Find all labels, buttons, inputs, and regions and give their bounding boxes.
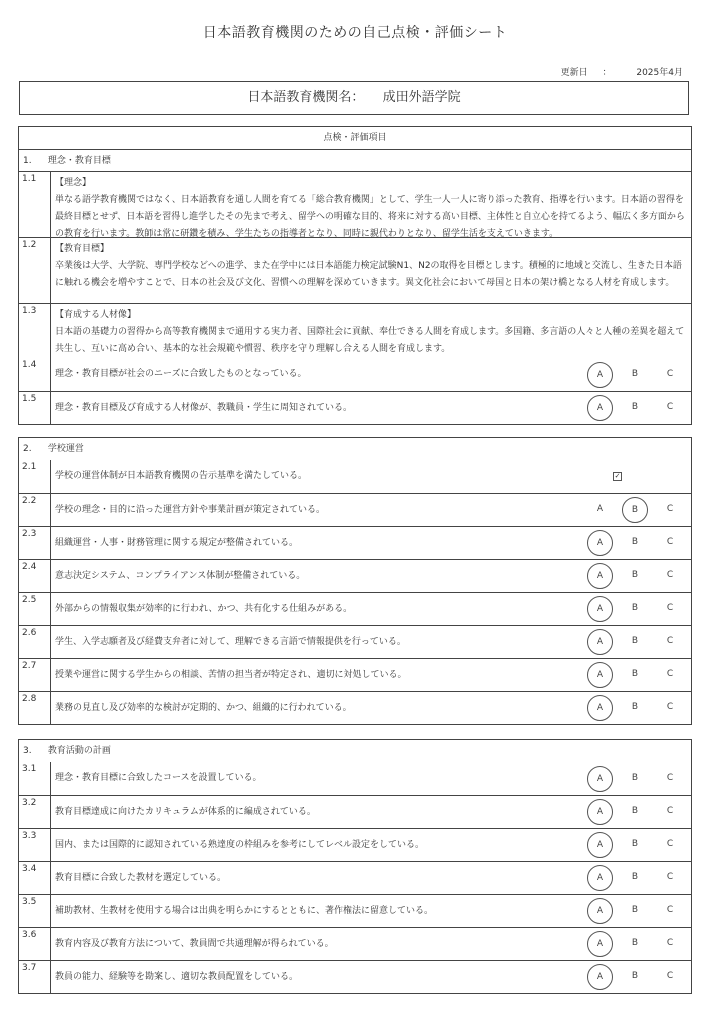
rating-group <box>587 865 683 891</box>
rating-group <box>587 898 683 924</box>
item-number: 2.2 <box>19 494 51 526</box>
item-number: 1.1 <box>19 172 51 237</box>
section-3 <box>18 739 692 994</box>
rating-option-b[interactable]: B <box>631 669 639 679</box>
evaluation-item-row <box>19 625 691 658</box>
item-number: 1.3 <box>19 304 51 358</box>
evaluation-item-row <box>19 526 691 559</box>
institution-name: 成田外語学院 <box>382 90 461 105</box>
evaluation-item-row <box>19 861 691 894</box>
item-number: 2.8 <box>19 692 51 724</box>
rating-group <box>587 695 683 721</box>
rating-option-c[interactable]: C <box>666 537 674 547</box>
evaluation-item-row <box>19 762 691 795</box>
evaluation-item-row <box>19 559 691 592</box>
rating-group <box>587 832 683 858</box>
evaluation-item-row <box>19 592 691 625</box>
text-item-row <box>19 171 691 237</box>
text-item-row <box>19 237 691 303</box>
rating-option-b[interactable]: B <box>631 603 639 613</box>
rating-option-a-selected[interactable]: A <box>587 629 613 655</box>
item-number: 3.7 <box>19 961 51 993</box>
item-heading: 【教育目標】 <box>55 244 110 254</box>
evaluation-item-row <box>19 960 691 993</box>
item-text: 学生、入学志願者及び経費支弁者に対して、理解できる言語で情報提供を行っている。 <box>55 636 406 647</box>
rating-option-c[interactable]: C <box>666 636 674 646</box>
item-heading: 【理念】 <box>55 178 92 188</box>
item-text: 理念・教育目標が社会のニーズに合致したものとなっている。 <box>55 369 307 379</box>
rating-option-c[interactable]: C <box>666 938 674 948</box>
item-number: 1.4 <box>19 358 51 391</box>
evaluation-item-row <box>19 691 691 724</box>
item-text: 理念・教育目標及び育成する人材像が、教職員・学生に周知されている。 <box>55 402 353 413</box>
rating-option-a-selected[interactable]: A <box>587 662 613 688</box>
rating-option-a-selected[interactable]: A <box>587 964 613 990</box>
rating-option-c[interactable]: C <box>666 570 674 580</box>
item-body: 卒業後は大学、大学院、専門学校などへの進学、また在学中には日本語能力検定試験N1、N2の取得を目標とします。積極的に地域と交流し、生きた日本語に触れる機会を増やすことで、日本の社会及び文化、習慣への理解を深めていきます。異文化社会において母国と日本の架け橋となる人材を育成します。 <box>55 261 682 288</box>
rating-group <box>587 395 683 421</box>
item-text: 外部からの情報収集が効率的に行われ、かつ、共有化する仕組みがある。 <box>55 603 353 614</box>
rating-option-a[interactable]: A <box>596 504 604 514</box>
text-item-row <box>19 303 691 358</box>
rating-group <box>587 497 683 523</box>
rating-option-c[interactable]: C <box>666 872 674 882</box>
item-text: 国内、または国際的に認知されている熟達度の枠組みを参考にしてレベル設定をしている。 <box>55 839 425 850</box>
updated-value: 2025年4月 <box>636 68 683 78</box>
rating-option-a-selected[interactable]: A <box>587 563 613 589</box>
rating-option-b[interactable]: B <box>631 839 639 849</box>
rating-group <box>587 563 683 589</box>
item-number: 3.6 <box>19 928 51 960</box>
rating-group <box>587 662 683 688</box>
rating-option-a-selected[interactable]: A <box>587 832 613 858</box>
rating-option-c[interactable]: C <box>666 772 674 783</box>
section-number: 2. <box>23 444 32 454</box>
rating-group <box>587 629 683 655</box>
item-text: 補助教材、生教材を使用する場合は出典を明らかにするとともに、著作権法に留意している。 <box>55 905 434 916</box>
item-body: 日本語の基礎力の習得から高等教育機関まで通用する実力者、国際社会に貢献、奉仕できる人間を育成します。多国籍、多言語の人々と人種の差異を超えて共生し、互いに高め合い、基本的な社会規範や慣習、秩序を守り理解し合える人間を育成します。 <box>55 327 685 354</box>
rating-option-b[interactable]: B <box>631 806 639 816</box>
item-text: 組織運営・人事・財務管理に関する規定が整備されている。 <box>55 537 299 548</box>
institution-name-box <box>19 81 689 115</box>
section-title-row <box>19 149 691 171</box>
rating-option-a-selected[interactable]: A <box>587 530 613 556</box>
rating-option-a-selected[interactable]: A <box>587 695 613 721</box>
item-text: 学校の運営体制が日本語教育機関の告示基準を満たしている。 <box>55 471 308 481</box>
table-header: 点検・評価項目 <box>323 133 387 143</box>
updated-date <box>561 65 683 78</box>
rating-option-c[interactable]: C <box>666 702 674 712</box>
rating-group <box>587 964 683 990</box>
item-number: 1.5 <box>19 392 51 424</box>
item-number: 2.5 <box>19 593 51 625</box>
item-number: 3.3 <box>19 829 51 861</box>
rating-option-a-selected[interactable]: A <box>587 931 613 957</box>
evaluation-item-row <box>19 795 691 828</box>
item-number: 2.3 <box>19 527 51 559</box>
rating-option-c[interactable]: C <box>666 839 674 849</box>
rating-option-b[interactable]: B <box>631 971 639 981</box>
rating-option-a-selected[interactable]: A <box>587 395 613 421</box>
rating-option-a-selected[interactable]: A <box>587 865 613 891</box>
item-number: 3.4 <box>19 862 51 894</box>
section-number: 1. <box>23 156 32 166</box>
item-text: 教育目標達成に向けたカリキュラムが体系的に編成されている。 <box>55 806 316 817</box>
rating-option-c[interactable]: C <box>666 669 674 679</box>
rating-option-b[interactable]: B <box>631 368 639 379</box>
rating-option-b[interactable]: B <box>631 570 639 580</box>
updated-separator: ： <box>602 68 612 78</box>
item-text: 学校の理念・目的に沿った運営方針や事業計画が策定されている。 <box>55 504 326 515</box>
rating-option-b[interactable]: B <box>631 402 639 412</box>
item-number: 2.4 <box>19 560 51 592</box>
item-number: 1.2 <box>19 238 51 303</box>
rating-option-b[interactable]: B <box>631 702 639 712</box>
rating-option-b[interactable]: B <box>631 537 639 547</box>
item-text: 教員の能力、経験等を勘案し、適切な教員配置をしている。 <box>55 971 299 982</box>
item-number: 3.5 <box>19 895 51 927</box>
rating-option-b[interactable]: B <box>631 636 639 646</box>
evaluation-item-row <box>19 493 691 526</box>
item-text: 理念・教育目標に合致したコースを設置している。 <box>55 773 262 783</box>
rating-group <box>587 799 683 825</box>
checkbox-cell <box>587 468 683 485</box>
table-header-row <box>19 127 691 149</box>
section-title-row <box>19 438 691 460</box>
rating-option-b[interactable]: B <box>631 872 639 882</box>
page-title: 日本語教育機関のための自己点検・評価シート <box>202 25 508 41</box>
rating-option-b[interactable]: B <box>631 905 639 915</box>
item-number: 2.7 <box>19 659 51 691</box>
rating-option-c[interactable]: C <box>666 603 674 613</box>
item-text: 授業や運営に関する学生からの相談、苦情の担当者が特定され、適切に対処している。 <box>55 669 407 680</box>
item-body: 単なる語学教育機関ではなく、日本語教育を通し人間を育てる「総合教育機関」として、学生一人一人に寄り添った教育、指導を行います。日本語の習得を最終目標とせず、日本語を習得し進学したその先まで考え、留学への明確な目的、将来に対する高い目標、主体性と自立心を持てるよう、幅広く多方面からの教育を行います。教師は常に研鑽を積み、学生たちの指導者となり、同時に親代わりとなり、留学生活を支えていきます。 <box>55 195 685 239</box>
evaluation-item-row <box>19 828 691 861</box>
section-1 <box>18 126 692 425</box>
rating-option-a-selected[interactable]: A <box>587 799 613 825</box>
rating-option-a-selected[interactable]: A <box>587 362 613 388</box>
section-title: 学校運営 <box>47 444 84 454</box>
section-title: 理念・教育目標 <box>47 156 111 166</box>
item-number: 3.2 <box>19 796 51 828</box>
section-number: 3. <box>23 746 32 756</box>
rating-option-c[interactable]: C <box>666 806 674 816</box>
rating-option-c[interactable]: C <box>666 971 674 981</box>
item-number: 2.1 <box>19 460 51 493</box>
checked-checkbox-icon[interactable]: ✓ <box>614 472 621 480</box>
rating-option-c[interactable]: C <box>666 368 674 379</box>
rating-option-c[interactable]: C <box>666 905 674 915</box>
rating-option-b[interactable]: B <box>631 772 639 783</box>
evaluation-item-row <box>19 358 691 391</box>
rating-group <box>587 766 683 792</box>
rating-option-c[interactable]: C <box>666 504 674 514</box>
section-2 <box>18 437 692 725</box>
evaluation-item-row <box>19 894 691 927</box>
section-title-row <box>19 740 691 762</box>
rating-group <box>587 530 683 556</box>
item-number: 3.1 <box>19 762 51 795</box>
rating-option-a-selected[interactable]: A <box>587 766 613 792</box>
evaluation-item-row <box>19 460 691 493</box>
institution-label: 日本語教育機関名： <box>247 90 365 105</box>
rating-option-a-selected[interactable]: A <box>587 898 613 924</box>
item-text: 教育内容及び教育方法について、教員間で共通理解が得られている。 <box>55 938 334 949</box>
evaluation-item-row <box>19 391 691 424</box>
rating-group <box>587 931 683 957</box>
evaluation-item-row <box>19 927 691 960</box>
rating-option-c[interactable]: C <box>666 402 674 412</box>
item-text: 意志決定システム、コンプライアンス体制が整備されている。 <box>55 570 306 581</box>
item-text: 業務の見直し及び効率的な検討が定期的、かつ、組織的に行われている。 <box>55 702 352 713</box>
rating-option-b-selected[interactable]: B <box>622 497 648 523</box>
rating-group <box>587 596 683 622</box>
updated-label: 更新日 <box>560 68 588 78</box>
rating-option-b[interactable]: B <box>631 938 639 948</box>
item-text: 教育目標に合致した教材を選定している。 <box>55 872 227 883</box>
rating-group <box>587 362 683 388</box>
rating-option-a-selected[interactable]: A <box>587 596 613 622</box>
item-heading: 【育成する人材像】 <box>55 310 137 320</box>
evaluation-item-row <box>19 658 691 691</box>
item-number: 2.6 <box>19 626 51 658</box>
section-title: 教育活動の計画 <box>47 746 111 756</box>
